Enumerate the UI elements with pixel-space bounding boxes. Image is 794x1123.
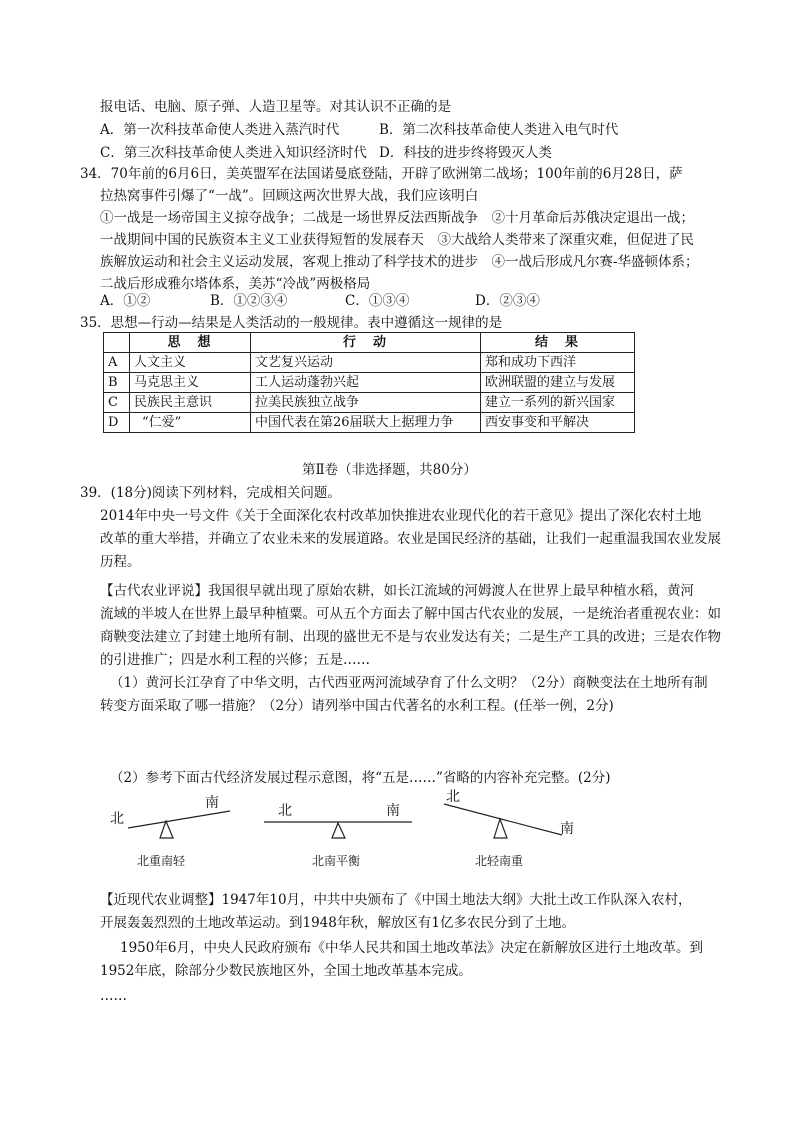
scale-fulcrum: [332, 823, 345, 838]
q33-option-d: D．科技的进步终将毁灭人类: [379, 145, 552, 161]
scale1-south: 南: [205, 795, 219, 811]
table-row: [104, 373, 635, 393]
header-idea: 思 想: [130, 333, 251, 353]
q39-ellipsis: ……: [100, 988, 127, 1004]
table-row: [104, 393, 635, 413]
q39-p2-line3: 商鞅变法建立了封建土地所有制、出现的盛世无不是与农业发达有关；二是生产工具的改进；三是农作物: [100, 629, 721, 645]
q39-p2-line2: 流域的半坡人在世界上最早种植粟。可从五个方面去了解中国古代农业的发展，一是统治者重视农业：如: [100, 606, 721, 622]
q39-p3-line1: 【近现代农业调整】1947年10月，中共中央颁布了《中国土地法大纲》大批土改工作队深入农村，: [100, 892, 692, 908]
scale3-caption: 北轻南重: [475, 854, 524, 868]
q35-table: [103, 332, 635, 433]
q34-option-b: B．①②③④: [210, 293, 288, 309]
row-key: D: [104, 413, 130, 433]
q33-tail: 报电话、电脑、原子弹、人造卫星等。对其认识不正确的是: [100, 99, 451, 115]
q33-option-c: C．第三次科技革命使人类进入知识经济时代: [100, 145, 367, 161]
table-header-row: [104, 333, 635, 353]
scale2-caption: 北南平衡: [312, 854, 361, 868]
header-action: 行 动: [251, 333, 481, 353]
row-result: 西安事变和平解决: [481, 413, 635, 433]
q34-line4: 一战期间中国的民族资本主义工业获得短暂的发展春天 ③大战给人类带来了深重灾难，但促进了民: [100, 232, 694, 248]
q33-option-a: A．第一次科技革命使人类进入蒸汽时代: [100, 122, 340, 138]
scale1-caption: 北重南轻: [137, 854, 186, 868]
row-idea: 人文主义: [130, 353, 251, 373]
row-result: 建立一系列的新兴国家: [481, 393, 635, 413]
table-row: [104, 413, 635, 433]
q39-sub1-line2: 转变方面采取了哪一措施？（2分）请列举中国古代著名的水利工程。(任举一例，2分): [100, 698, 614, 714]
header-key: [104, 333, 130, 353]
row-result: 郑和成功下西洋: [481, 353, 635, 373]
q39-sub2: （2）参考下面古代经济发展过程示意图，将“五是……”省略的内容补充完整。(2分): [110, 770, 611, 786]
row-result: 欧洲联盟的建立与发展: [481, 373, 635, 393]
row-action: 拉美民族独立战争: [251, 393, 481, 413]
row-idea: 马克思主义: [130, 373, 251, 393]
q39-p2-line4: 的引进推广；四是水利工程的兴修；五是……: [100, 652, 370, 668]
q34-option-d: D．②③④: [475, 293, 540, 309]
row-idea: 民族民主意识: [130, 393, 251, 413]
row-idea: “仁爱”: [130, 413, 251, 433]
scale2-north: 北: [278, 803, 292, 819]
q34-line2: 拉热窝事件引爆了“一战”。回顾这两次世界大战，我们应该明白: [100, 188, 479, 204]
scale1-north: 北: [110, 811, 124, 827]
row-key: C: [104, 393, 130, 413]
scale-beam: [128, 811, 230, 828]
q39-p1-line2: 改革的重大举措，并确立了农业未来的发展道路。农业是国民经济的基础，让我们一起重温我国农业发展: [100, 531, 721, 547]
q39-p3-line2: 开展轰轰烈烈的土地改革运动。到1948年秋，解放区有1亿多农民分到了土地。: [100, 915, 575, 931]
q39-p4-line1: 1950年6月，中央人民政府颁布《中华人民共和国土地改革法》决定在新解放区进行土地改革。到: [120, 940, 703, 956]
q34-line3: ①一战是一场帝国主义掠夺战争；二战是一场世界反法西斯战争 ②十月革命后苏俄决定退出一战；: [100, 210, 694, 226]
q39-p1-line1: 2014年中央一号文件《关于全面深化农村改革加快推进农业现代化的若干意见》提出了深化农村土地: [100, 508, 702, 524]
row-action: 中国代表在第26届联大上据理力争: [251, 413, 481, 433]
q39-sub1-line1: （1）黄河长江孕育了中华文明，古代西亚两河流域孕育了什么文明？（2分）商鞅变法在土地所有制: [110, 675, 708, 691]
header-result: 结 果: [481, 333, 635, 353]
scale3-north: 北: [446, 789, 460, 805]
q34-option-c: C．①③④: [345, 293, 410, 309]
q34-line1: 34．70年前的6月6日，美英盟军在法国诺曼底登陆，开辟了欧洲第二战场；100年前的6月28日，萨: [80, 166, 683, 182]
row-key: A: [104, 353, 130, 373]
q34-line6: 二战后形成雅尔塔体系，美苏“冷战”两极格局: [100, 276, 371, 292]
q39-p4-line2: 1952年底，除部分少数民族地区外，全国土地改革基本完成。: [100, 963, 472, 979]
row-key: B: [104, 373, 130, 393]
q39-p2-line1: 【古代农业评说】我国很早就出现了原始农耕，如长江流域的河姆渡人在世界上最早种植水稻，黄河: [100, 583, 694, 599]
scale-beam: [444, 804, 562, 835]
scale3-south: 南: [560, 821, 574, 837]
scale-fulcrum: [494, 819, 507, 838]
row-action: 工人运动蓬勃兴起: [251, 373, 481, 393]
q39-head: 39．(18分)阅读下列材料，完成相关问题。: [80, 485, 341, 501]
q34-option-a: A．①②: [100, 293, 151, 309]
q39-p1-line3: 历程。: [100, 554, 141, 570]
q33-option-b: B．第二次科技革命使人类进入电气时代: [379, 122, 619, 138]
scale2-south: 南: [386, 803, 400, 819]
row-action: 文艺复兴运动: [251, 353, 481, 373]
section2-title: 第Ⅱ卷（非选择题，共80分）: [302, 462, 477, 478]
table-row: [104, 353, 635, 373]
scale-fulcrum: [160, 821, 173, 838]
q34-line5: 族解放运动和社会主义运动发展，客观上推动了科学技术的进步 ④一战后形成凡尔赛-华盛顿体系；: [100, 254, 699, 270]
q35-stem: 35．思想—行动—结果是人类活动的一般规律。表中遵循这一规律的是: [80, 315, 503, 331]
